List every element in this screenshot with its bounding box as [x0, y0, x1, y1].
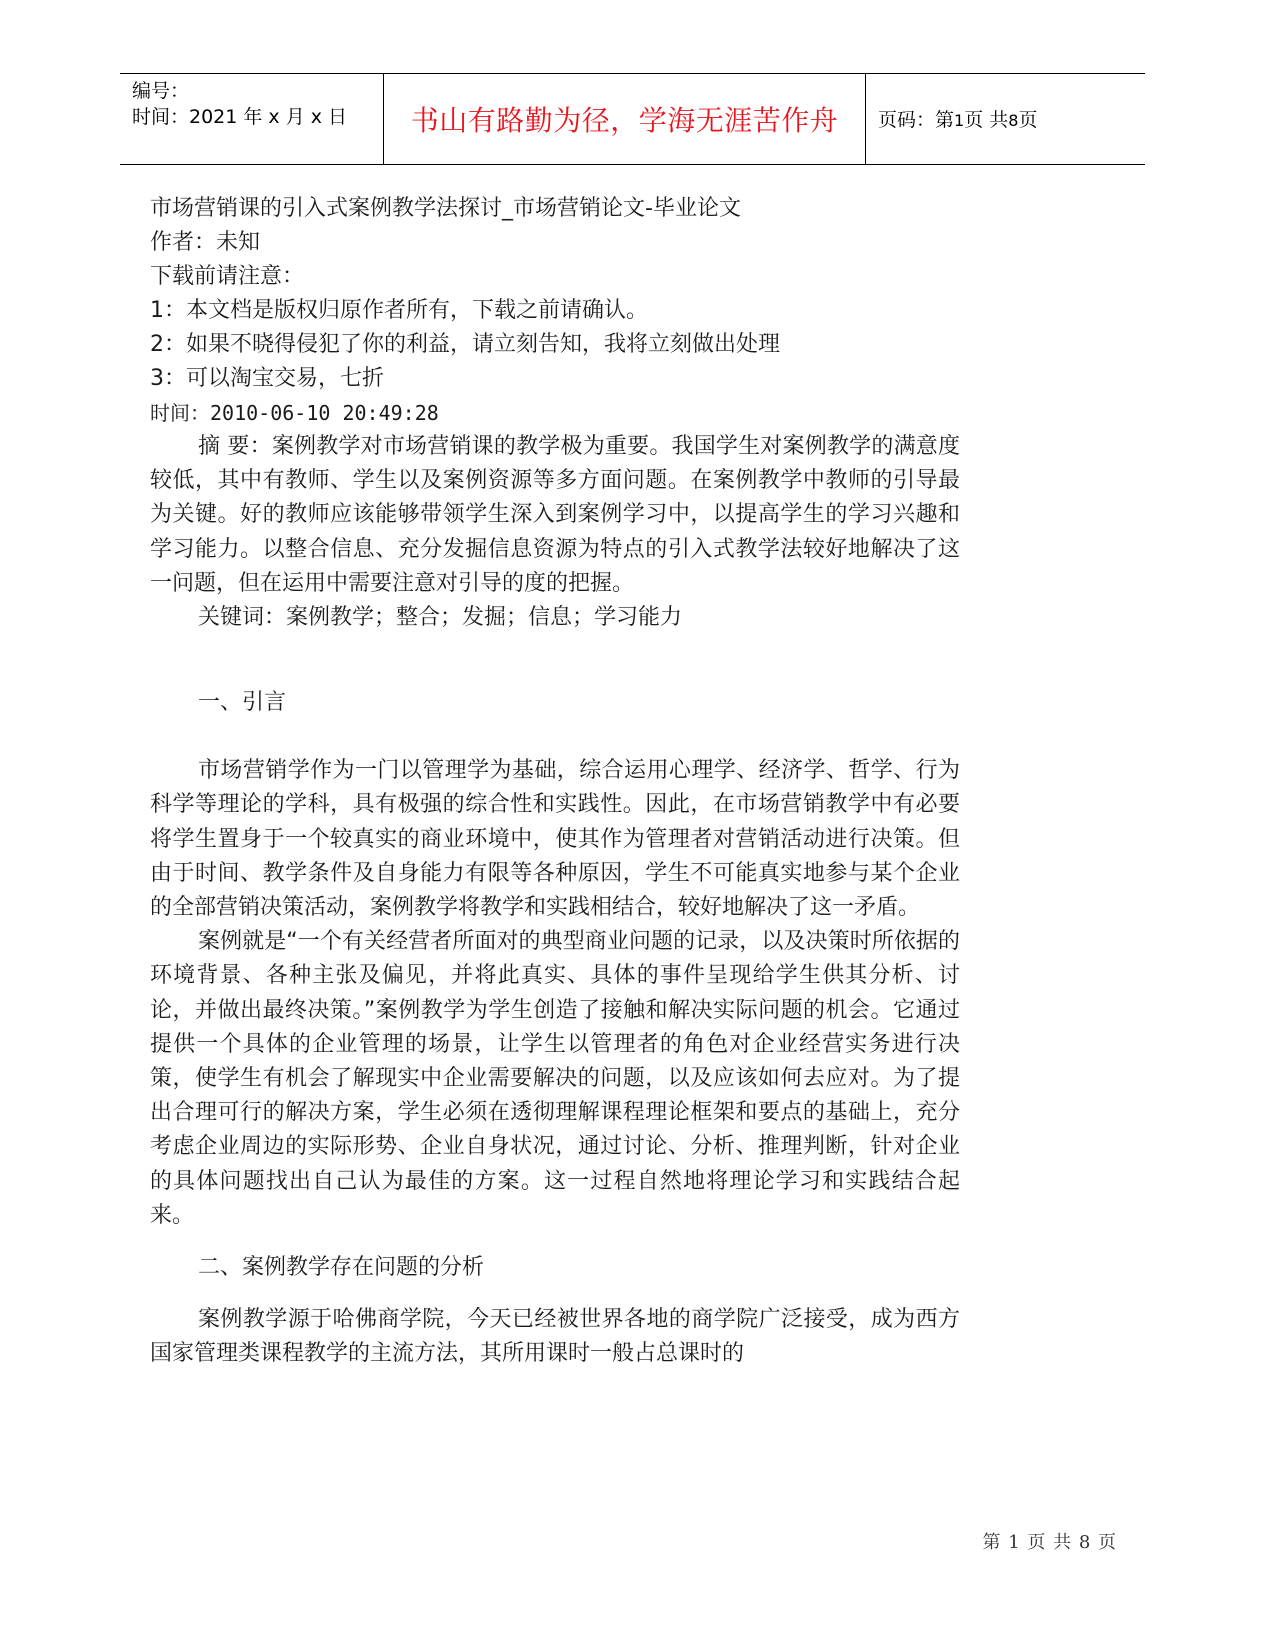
document-title: 市场营销课的引入式案例教学法探讨_市场营销论文-毕业论文	[150, 196, 741, 221]
section-1-paragraph-2: 案例就是“一个有关经营者所面对的典型商业问题的记录，以及决策时所依据的环境背景、各种主张及偏见，并将此真实、具体的事件呈现给学生供其分析、讨论，并做出最终决策。”案例教学为学生创造了接触和解决实际问题的机会。它通过提供一个具体的企业管理的场景，让学生以管理者的角色对企业经营实务进行决策，使学生有机会了解现实中企业需要解决的问题，以及应该如何去应对。为了提出合理可行的解决方案，学生必须在透彻理解课程理论框架和要点的基础上，充分考虑企业周边的实际形势、企业自身状况，通过讨论、分析、推理判断，针对企业的具体问题找出自己认为最佳的方案。这一过程自然地将理论学习和实践结合起来。	[150, 929, 960, 1228]
section-2-paragraph-1: 案例教学源于哈佛商学院，今天已经被世界各地的商学院广泛接受，成为西方国家管理类课程教学的主流方法，其所用课时一般占总课时的	[150, 1307, 960, 1367]
document-time-label: 时间：2021 年 x 月 x 日	[132, 106, 348, 128]
page-number-label	[878, 107, 1037, 134]
page-label-prefix: 页码：第	[878, 109, 955, 131]
document-time: 时间：2010-06-10 20:49:28	[150, 401, 439, 425]
section-1-heading: 一、引言	[198, 690, 287, 716]
header-info-cell	[120, 74, 383, 164]
notice-item-3: 3：可以淘宝交易，七折	[150, 366, 384, 391]
header-motto-cell	[383, 74, 866, 164]
document-body	[150, 192, 960, 1371]
notice-item-2: 2：如果不晓得侵犯了你的利益，请立刻告知，我将立刻做出处理	[150, 332, 780, 357]
page-total: 8	[1008, 111, 1019, 130]
page-footer: 第 1 页 共 8 页	[982, 1532, 1117, 1553]
keywords-paragraph: 关键词：案例教学；整合；发掘；信息；学习能力	[198, 605, 683, 631]
document-number-label: 编号：	[132, 80, 190, 102]
abstract-paragraph: 摘 要：案例教学对市场营销课的教学极为重要。我国学生对案例教学的满意度较低，其中有教师、学生以及案例资源等多方面问题。在案例教学中教师的引导最为关键。好的教师应该能够带领学生深入到案例学习中，以提高学生的学习兴趣和学习能力。以整合信息、充分发掘信息资源为特点的引入式教学法较好地解决了这一问题，但在运用中需要注意对引导的度的把握。	[150, 434, 960, 596]
notice-item-1: 1：本文档是版权归原作者所有，下载之前请确认。	[150, 298, 648, 323]
page-label-end: 页	[1018, 109, 1038, 131]
page-header	[120, 73, 1145, 165]
page-label-mid: 页 共	[964, 109, 1009, 131]
section-1-paragraph-1: 市场营销学作为一门以管理学为基础，综合运用心理学、经济学、哲学、行为科学等理论的学科，具有极强的综合性和实践性。因此，在市场营销教学中有必要将学生置身于一个较真实的商业环境中，使其作为管理者对营销活动进行决策。但由于时间、教学条件及自身能力有限等各种原因，学生不可能真实地参与某个企业的全部营销决策活动，案例教学将教学和实践相结合，较好地解决了这一矛盾。	[150, 758, 960, 921]
motto-text: 书山有路勤为径，学海无涯苦作舟	[410, 104, 839, 137]
page-current: 1	[954, 111, 965, 130]
document-author: 作者：未知	[150, 230, 261, 255]
header-page-cell	[866, 74, 1145, 164]
section-2-heading: 二、案例教学存在问题的分析	[198, 1255, 485, 1281]
notice-title: 下载前请注意：	[150, 264, 305, 289]
